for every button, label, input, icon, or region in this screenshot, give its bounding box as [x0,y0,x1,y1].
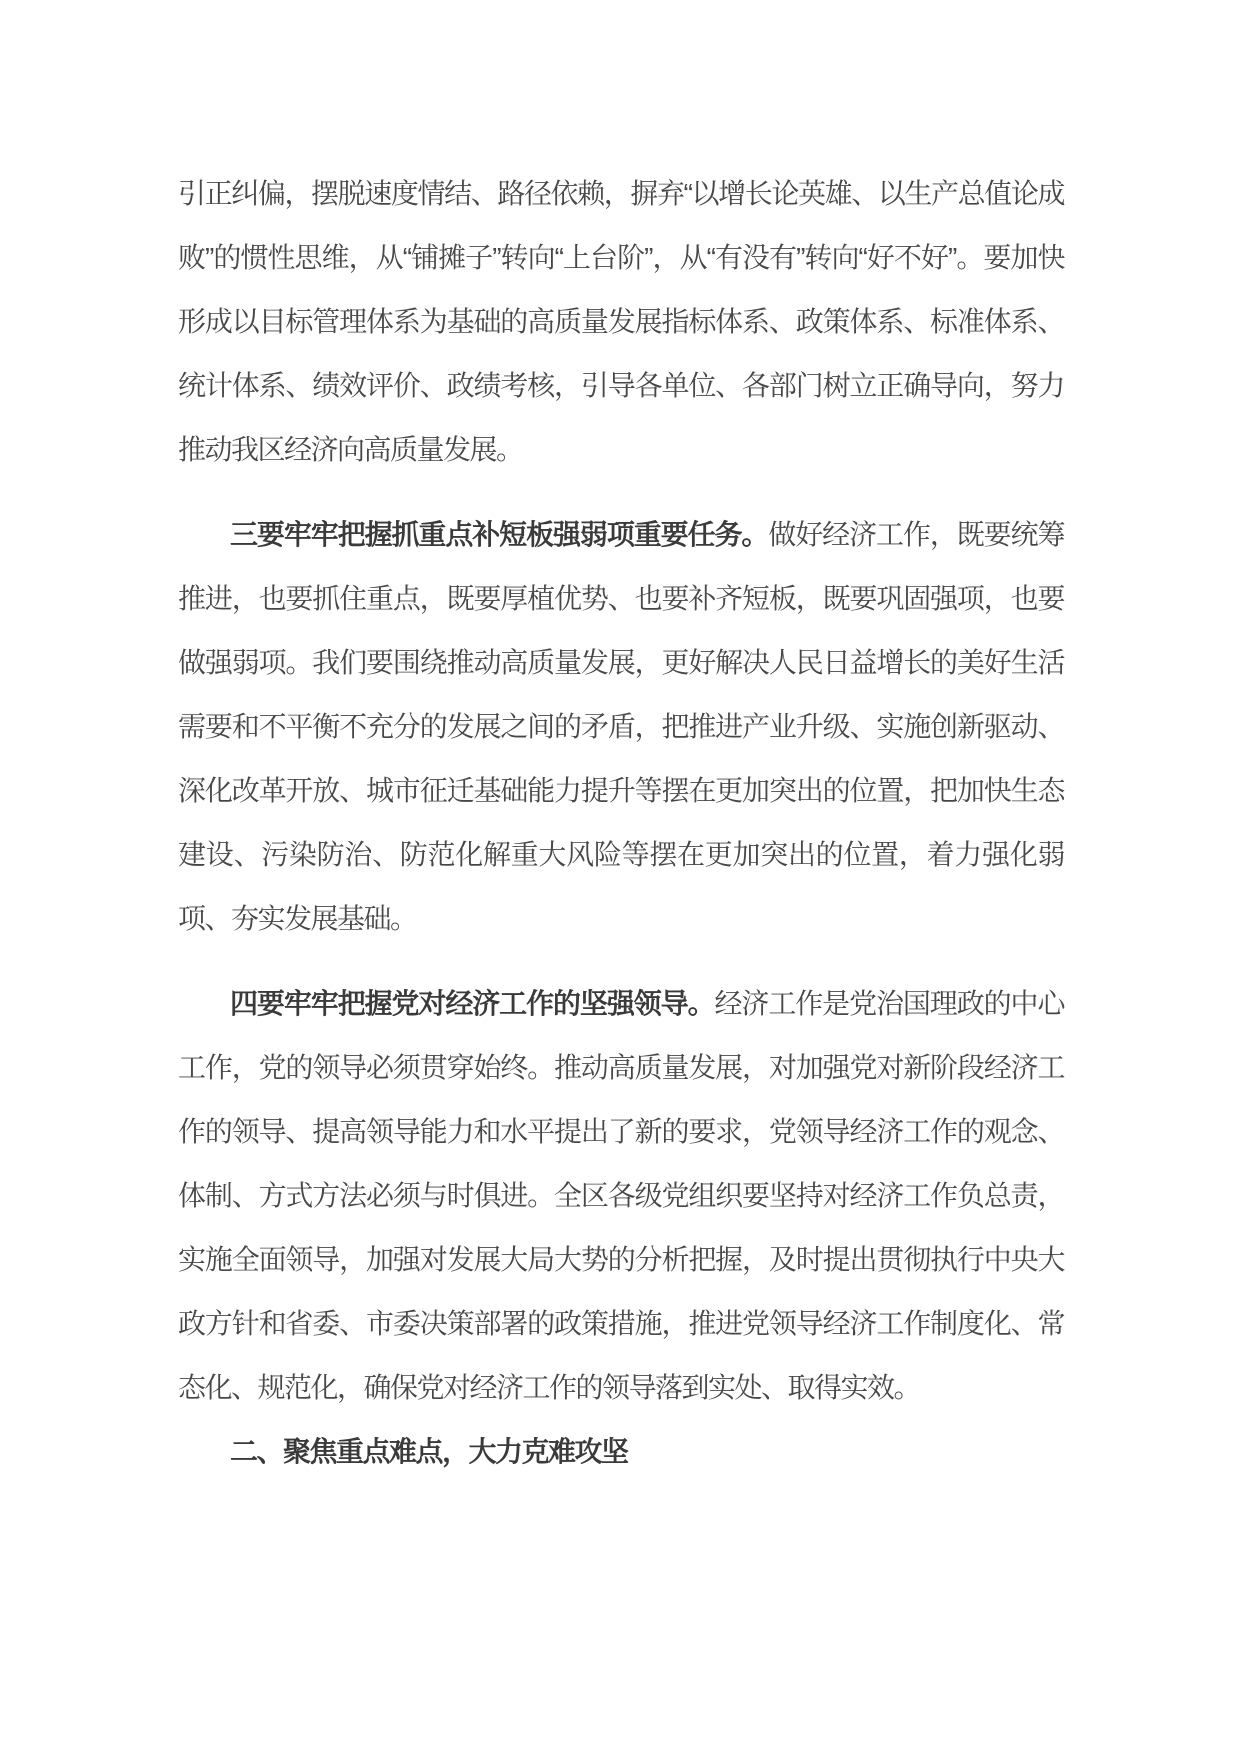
paragraph-continuation [178,162,1064,482]
paragraph-text: 引正纠偏，摆脱速度情结、路径依赖，摒弃“以增长论英雄、以生产总值论成败”的惯性思维，从“铺摊子”转向“上台阶”，从“有没有”转向“好不好”。要加快形成以目标管理体系为基础的高质量发展指标体系、政策体系、标准体系、统计体系、绩效评价、政绩考核，引导各单位、各部门树立正确导向，努力推动我区经济向高质量发展。 [178,178,1064,465]
paragraph-text: 经济工作是党治国理政的中心工作，党的领导必须贯穿始终。推动高质量发展，对加强党对新阶段经济工作的领导、提高领导能力和水平提出了新的要求，党领导经济工作的观念、体制、方式方法必须与时俱进。全区各级党组织要坚持对经济工作负总责，实施全面领导，加强对发展大局大势的分析把握，及时提出贯彻执行中央大政方针和省委、市委决策部署的政策措施，推进党领导经济工作制度化、常态化、规范化，确保党对经济工作的领导落到实处、取得实效。 [178,988,1064,1403]
paragraph-point-three [178,503,1064,951]
section-heading [178,1420,1064,1484]
section-heading-text: 二、聚焦重点难点，大力克难攻坚 [230,1436,628,1467]
paragraph-point-four [178,972,1064,1420]
paragraph-text: 做好经济工作，既要统筹推进，也要抓住重点，既要厚植优势、也要补齐短板，既要巩固强项，也要做强弱项。我们要围绕推动高质量发展，更好解决人民日益增长的美好生活需要和不平衡不充分的发展之间的矛盾，把推进产业升级、实施创新驱动、深化改革开放、城市征迁基础能力提升等摆在更加突出的位置，把加快生态建设、污染防治、防范化解重大风险等摆在更加突出的位置，着力强化弱项、夯实发展基础。 [178,519,1064,934]
paragraph-bold-lead: 四要牢牢把握党对经济工作的坚强领导。 [230,988,715,1019]
paragraph-bold-lead: 三要牢牢把握抓重点补短板强弱项重要任务。 [230,519,769,550]
document-content [178,162,1064,1484]
